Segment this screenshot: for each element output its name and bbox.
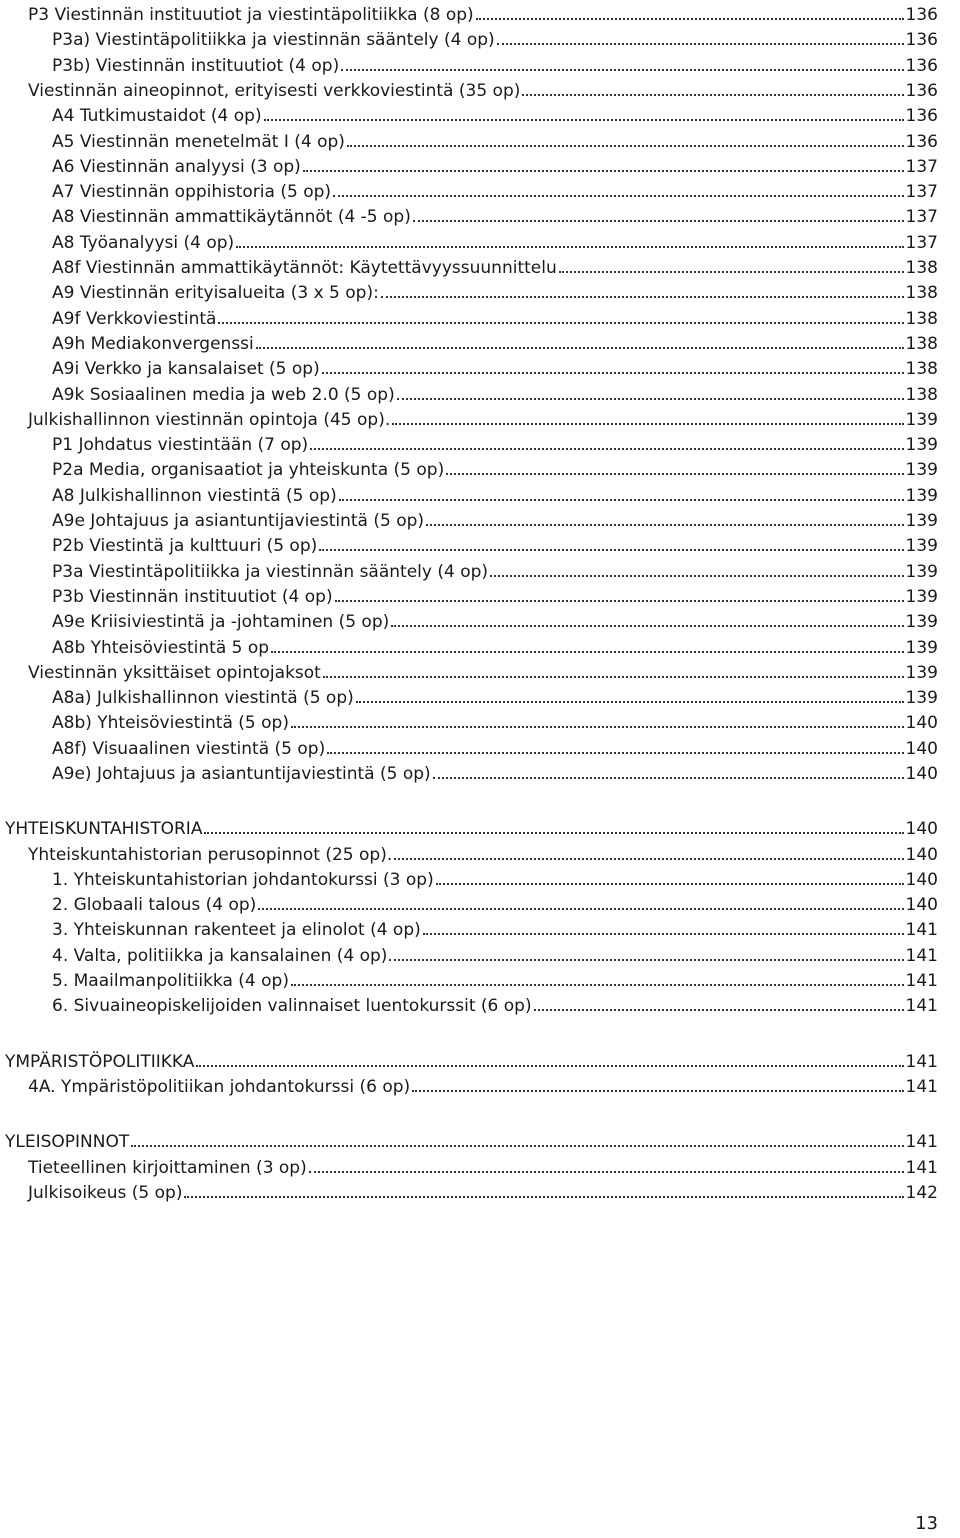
toc-entry-title: P3b) Viestinnän instituutiot (4 op) bbox=[52, 56, 340, 76]
dot-leader bbox=[522, 94, 903, 96]
toc-entry bbox=[52, 941, 938, 966]
toc-entry-page: 140 bbox=[905, 764, 938, 784]
toc-entry-title: Viestinnän yksittäiset opintojaksot bbox=[28, 663, 321, 683]
toc-entry bbox=[52, 278, 938, 303]
dot-leader bbox=[310, 448, 903, 450]
dot-leader bbox=[392, 423, 903, 425]
toc-entry bbox=[28, 76, 938, 101]
toc-entry bbox=[28, 1153, 938, 1178]
dot-leader bbox=[433, 777, 904, 779]
toc-entry-title: A9k Sosiaalinen media ja web 2.0 (5 op) bbox=[52, 385, 395, 405]
toc-entry bbox=[28, 658, 938, 683]
toc-entry-title: A8 Työanalyysi (4 op) bbox=[52, 233, 235, 253]
toc-entry bbox=[52, 51, 938, 76]
toc-entry-title: A8 Julkishallinnon viestintä (5 op) bbox=[52, 486, 337, 506]
toc-entry-page: 139 bbox=[905, 562, 938, 582]
toc-entry bbox=[52, 304, 938, 329]
toc-entry-page: 138 bbox=[905, 309, 938, 329]
toc-entry bbox=[52, 177, 938, 202]
toc-entry-page: 139 bbox=[905, 638, 938, 658]
toc-entry-title: A6 Viestinnän analyysi (3 op) bbox=[52, 157, 301, 177]
dot-leader bbox=[236, 246, 903, 248]
dot-leader bbox=[446, 473, 903, 475]
dot-leader bbox=[426, 524, 904, 526]
dot-leader bbox=[322, 372, 904, 374]
dot-leader bbox=[423, 933, 904, 935]
toc-entry-page: 136 bbox=[905, 5, 938, 25]
toc-entry bbox=[52, 915, 938, 940]
dot-leader bbox=[323, 676, 904, 678]
toc-entry-page: 141 bbox=[905, 1158, 938, 1178]
toc-entry-page: 138 bbox=[905, 359, 938, 379]
dot-leader bbox=[335, 600, 904, 602]
dot-leader bbox=[204, 832, 903, 834]
toc-entry-title: P2a Media, organisaatiot ja yhteiskunta (5 op) bbox=[52, 460, 445, 480]
dot-leader bbox=[291, 984, 904, 986]
toc-entry bbox=[52, 329, 938, 354]
toc-entry-page: 137 bbox=[905, 182, 938, 202]
toc-entry-page: 141 bbox=[905, 946, 938, 966]
toc-entry bbox=[52, 865, 938, 890]
toc-entry-title: A9e Johtajuus ja asiantuntijaviestintä (5 op) bbox=[52, 511, 425, 531]
toc-entry bbox=[52, 607, 938, 632]
toc-entry bbox=[52, 455, 938, 480]
toc-entry-title: A9e Kriisiviestintä ja -johtaminen (5 op) bbox=[52, 612, 390, 632]
toc-entry bbox=[52, 354, 938, 379]
toc-entry bbox=[52, 633, 938, 658]
toc-entry-title: YLEISOPINNOT bbox=[5, 1132, 130, 1152]
toc-entry-page: 138 bbox=[905, 334, 938, 354]
dot-leader bbox=[394, 858, 903, 860]
toc-entry-title: A5 Viestinnän menetelmät I (4 op) bbox=[52, 132, 345, 152]
toc-entry bbox=[52, 25, 938, 50]
toc-entry-title: 6. Sivuaineopiskelijoiden valinnaiset luentokurssit (6 op) bbox=[52, 996, 532, 1016]
dot-leader bbox=[436, 883, 904, 885]
dot-leader bbox=[218, 322, 903, 324]
toc-entry-title: P3 Viestinnän instituutiot ja viestintäpolitiikka (8 op) bbox=[28, 5, 474, 25]
toc-entry bbox=[52, 430, 938, 455]
toc-entry-title: 5. Maailmanpolitiikka (4 op) bbox=[52, 971, 289, 991]
toc-entry-page: 138 bbox=[905, 385, 938, 405]
dot-leader bbox=[291, 726, 904, 728]
dot-leader bbox=[264, 119, 904, 121]
toc-entry-page: 139 bbox=[905, 511, 938, 531]
toc-entry bbox=[52, 228, 938, 253]
toc-entry-title: Yhteiskuntahistorian perusopinnot (25 op). bbox=[28, 845, 393, 865]
toc-entry-title: Viestinnän aineopinnot, erityisesti verkkoviestintä (35 op) bbox=[28, 81, 521, 101]
dot-leader bbox=[309, 1171, 904, 1173]
dot-leader bbox=[256, 347, 904, 349]
dot-leader bbox=[339, 499, 904, 501]
toc-entry-page: 139 bbox=[905, 536, 938, 556]
toc-entry-page: 141 bbox=[905, 996, 938, 1016]
toc-entry-title: P3b Viestinnän instituutiot (4 op) bbox=[52, 587, 333, 607]
toc-entry-title: 2. Globaali talous (4 op) bbox=[52, 895, 257, 915]
toc-entry bbox=[28, 0, 938, 25]
toc-entry-page: 137 bbox=[905, 157, 938, 177]
toc-entry bbox=[28, 1178, 938, 1203]
toc-entry-title: P1 Johdatus viestintään (7 op) bbox=[52, 435, 309, 455]
toc-entry-page: 141 bbox=[905, 1052, 938, 1072]
dot-leader bbox=[131, 1145, 903, 1147]
toc-entry-title: A4 Tutkimustaidot (4 op) bbox=[52, 106, 262, 126]
toc-entry bbox=[28, 840, 938, 865]
toc-entry bbox=[52, 966, 938, 991]
toc-entry-title: A8b) Yhteisöviestintä (5 op) bbox=[52, 713, 289, 733]
toc-entry-page: 136 bbox=[905, 132, 938, 152]
toc-entry bbox=[52, 127, 938, 152]
toc-entry-title: A9 Viestinnän erityisalueita (3 x 5 op): bbox=[52, 283, 379, 303]
toc-entry-title: A8f Viestinnän ammattikäytännöt: Käytettävyyssuunnittelu bbox=[52, 258, 557, 278]
toc-entry-title: A8a) Julkishallinnon viestintä (5 op) bbox=[52, 688, 354, 708]
toc-entry-page: 141 bbox=[905, 920, 938, 940]
toc-entry-page: 139 bbox=[905, 435, 938, 455]
toc-entry-page: 141 bbox=[905, 1132, 938, 1152]
toc-entry-page: 136 bbox=[905, 106, 938, 126]
toc-entry-page: 139 bbox=[905, 460, 938, 480]
toc-entry bbox=[52, 991, 938, 1016]
toc-entry-page: 141 bbox=[905, 1077, 938, 1097]
toc-entry bbox=[52, 506, 938, 531]
toc-entry bbox=[52, 582, 938, 607]
toc-entry-title: A8f) Visuaalinen viestintä (5 op) bbox=[52, 739, 326, 759]
toc-entry-title: A9f Verkkoviestintä bbox=[52, 309, 217, 329]
toc-entry-page: 139 bbox=[905, 612, 938, 632]
dot-leader bbox=[497, 43, 904, 45]
toc-entry-page: 137 bbox=[905, 233, 938, 253]
dot-leader bbox=[319, 549, 903, 551]
toc-entry bbox=[52, 708, 938, 733]
dot-leader bbox=[327, 752, 903, 754]
toc-entry-title: A9e) Johtajuus ja asiantuntijaviestintä (5 op) bbox=[52, 764, 431, 784]
dot-leader bbox=[490, 575, 904, 577]
toc-entry bbox=[5, 814, 938, 839]
dot-leader bbox=[534, 1009, 904, 1011]
toc-entry-title: Tieteellinen kirjoittaminen (3 op) bbox=[28, 1158, 307, 1178]
dot-leader bbox=[413, 220, 904, 222]
toc-entry bbox=[52, 531, 938, 556]
toc-entry-page: 139 bbox=[905, 410, 938, 430]
toc-entry bbox=[5, 1127, 938, 1152]
toc-entry-page: 140 bbox=[905, 870, 938, 890]
toc-entry-title: YHTEISKUNTAHISTORIA bbox=[5, 819, 203, 839]
toc-entry bbox=[28, 405, 938, 430]
toc-entry bbox=[28, 1072, 938, 1097]
toc-entry-page: 139 bbox=[905, 688, 938, 708]
dot-leader bbox=[559, 271, 904, 273]
toc-entry-title: A9h Mediakonvergenssi bbox=[52, 334, 254, 354]
toc-entry-title: P2b Viestintä ja kulttuuri (5 op) bbox=[52, 536, 318, 556]
toc-entry-page: 136 bbox=[905, 56, 938, 76]
toc-entry-page: 138 bbox=[905, 283, 938, 303]
toc-entry-title: 3. Yhteiskunnan rakenteet ja elinolot (4 op) bbox=[52, 920, 421, 940]
toc-entry bbox=[52, 734, 938, 759]
toc-entry-title: P3a Viestintäpolitiikka ja viestinnän sääntely (4 op) bbox=[52, 562, 489, 582]
toc-entry-page: 139 bbox=[905, 486, 938, 506]
toc-entry bbox=[52, 101, 938, 126]
toc-entry-page: 140 bbox=[905, 713, 938, 733]
toc-entry-title: A9i Verkko ja kansalaiset (5 op) bbox=[52, 359, 320, 379]
dot-leader bbox=[412, 1090, 903, 1092]
dot-leader bbox=[341, 69, 903, 71]
dot-leader bbox=[476, 18, 904, 20]
toc-entry bbox=[52, 253, 938, 278]
toc-entry bbox=[52, 890, 938, 915]
toc-entry-page: 142 bbox=[905, 1183, 938, 1203]
dot-leader bbox=[391, 625, 903, 627]
toc-entry bbox=[5, 1047, 938, 1072]
toc-entry-page: 139 bbox=[905, 663, 938, 683]
toc-entry-title: 4. Valta, politiikka ja kansalainen (4 op) bbox=[52, 946, 388, 966]
toc-entry-title: 4A. Ympäristöpolitiikan johdantokurssi (6 op) bbox=[28, 1077, 411, 1097]
toc-entry bbox=[52, 683, 938, 708]
toc-entry-title: P3a) Viestintäpolitiikka ja viestinnän sääntely (4 op) bbox=[52, 30, 495, 50]
toc-entry-page: 140 bbox=[905, 819, 938, 839]
dot-leader bbox=[271, 651, 903, 653]
toc-entry bbox=[52, 759, 938, 784]
toc-entry bbox=[52, 202, 938, 227]
dot-leader bbox=[381, 296, 904, 298]
toc-entry-page: 136 bbox=[905, 81, 938, 101]
dot-leader bbox=[184, 1196, 903, 1198]
toc-entry bbox=[52, 557, 938, 582]
dot-leader bbox=[258, 908, 903, 910]
dot-leader bbox=[303, 170, 904, 172]
dot-leader bbox=[389, 959, 903, 961]
toc-entry-page: 140 bbox=[905, 895, 938, 915]
dot-leader bbox=[333, 195, 904, 197]
dot-leader bbox=[356, 701, 904, 703]
toc-entry-page: 141 bbox=[905, 971, 938, 991]
toc-entry bbox=[52, 380, 938, 405]
toc-entry-title: A7 Viestinnän oppihistoria (5 op) bbox=[52, 182, 332, 202]
toc-entry-title: YMPÄRISTÖPOLITIIKKA bbox=[5, 1052, 195, 1072]
toc-entry-title: Julkishallinnon viestinnän opintoja (45 op). bbox=[28, 410, 391, 430]
toc-entry-title: A8b Yhteisöviestintä 5 op bbox=[52, 638, 270, 658]
page-number: 13 bbox=[915, 1513, 938, 1534]
dot-leader bbox=[347, 145, 904, 147]
dot-leader bbox=[196, 1065, 903, 1067]
toc-entry-page: 140 bbox=[905, 739, 938, 759]
dot-leader bbox=[397, 398, 904, 400]
toc-entry bbox=[52, 481, 938, 506]
toc-entry-title: Julkisoikeus (5 op) bbox=[28, 1183, 183, 1203]
toc-entry bbox=[52, 152, 938, 177]
toc-entry-page: 140 bbox=[905, 845, 938, 865]
toc-entry-page: 137 bbox=[905, 207, 938, 227]
toc-entry-page: 139 bbox=[905, 587, 938, 607]
toc-entry-page: 138 bbox=[905, 258, 938, 278]
toc-entry-page: 136 bbox=[905, 30, 938, 50]
toc-entry-title: A8 Viestinnän ammattikäytännöt (4 -5 op) bbox=[52, 207, 411, 227]
toc-entry-title: 1. Yhteiskuntahistorian johdantokurssi (3 op) bbox=[52, 870, 434, 890]
